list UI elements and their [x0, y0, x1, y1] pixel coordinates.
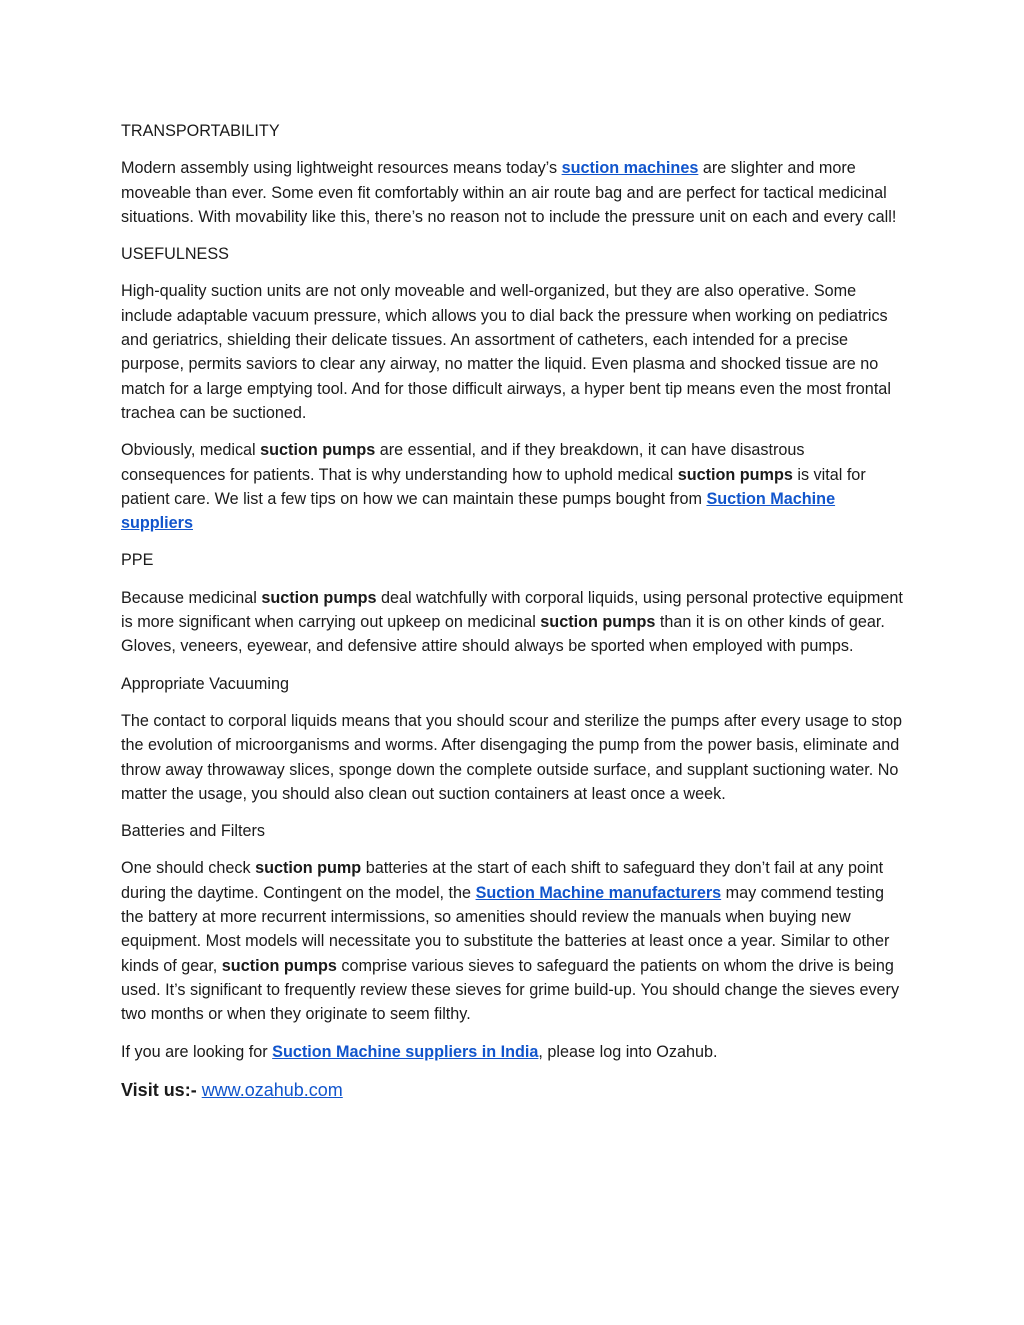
visit-us-line: [121, 1077, 907, 1103]
link-suction-machines[interactable]: suction machines: [561, 159, 699, 178]
text-span: One should check: [121, 859, 256, 878]
paragraph-ppe: [121, 586, 907, 659]
document-body: [121, 119, 907, 1116]
text-span: Modern assembly using lightweight resources means today’s: [121, 159, 562, 178]
link-suction-machine-manufacturers[interactable]: Suction Machine manufacturers: [475, 883, 722, 902]
keyword-bold: suction pumps: [261, 588, 377, 607]
visit-us-label: Visit us:-: [121, 1079, 202, 1100]
heading-usefulness: USEFULNESS: [121, 245, 229, 264]
heading-transportability: TRANSPORTABILITY: [121, 122, 280, 140]
keyword-bold: suction pump: [255, 859, 362, 878]
paragraph-batteries: [121, 856, 907, 1026]
keyword-bold: suction pumps: [260, 441, 376, 460]
text-span: , please log into Ozahub.: [538, 1042, 718, 1061]
heading-batteries-filters: Batteries and Filters: [121, 822, 265, 841]
text-span: If you are looking for: [121, 1042, 273, 1061]
heading-ppe: PPE: [121, 551, 154, 570]
text-span: than it is on other kinds of gear. Gloves, veneers, eyewear, and defensive attire should always be sported when employed with pumps.: [121, 613, 885, 656]
text-span: comprise various sieves to safeguard the patients on whom the drive is being used. It’s significant to frequently review these sieves for grime build-up. You should change the sieves every two months or when they originate to seem filthy.: [121, 956, 900, 1024]
link-suction-machine-suppliers[interactable]: Suction Machine suppliers: [121, 489, 836, 533]
text-span: are essential, and if they breakdown, it can have disastrous consequences for patients. That is why understanding how to uphold medical: [121, 441, 805, 484]
link-suction-machine-suppliers-india[interactable]: Suction Machine suppliers in India: [272, 1042, 539, 1061]
heading-appropriate-vacuuming: Appropriate Vacuuming: [121, 674, 289, 693]
keyword-bold: suction pumps: [677, 465, 793, 484]
paragraph-transportability: [121, 156, 907, 229]
paragraph-vacuuming: The contact to corporal liquids means that you should scour and sterilize the pumps after every usage to stop the evolution of microorganisms and worms. After disengaging the pump from the power basis, eliminate and throw away throwaway slices, sponge down the complete outside surface, and supplant suctioning water. No matter the usage, you should also clean out suction containers at least once a week.: [121, 711, 903, 803]
text-span: batteries at the start of each shift to safeguard they don’t fail at any point during the daytime. Contingent on the model, the: [121, 859, 884, 902]
text-span: is vital for patient care. We list a few tips on how we can maintain these pumps bought from: [121, 465, 866, 508]
paragraph-closing: [121, 1040, 907, 1064]
link-ozahub-website[interactable]: www.ozahub.com: [201, 1079, 343, 1100]
paragraph-usefulness-1: High-quality suction units are not only moveable and well-organized, but they are also operative. Some include adaptable vacuum pressure, which allows you to dial back the pressure when working on pediatrics and geriatrics, shielding their delicate tissues. An assortment of catheters, each intended for a precise purpose, permits saviors to clear any airway, no matter the liquid. Even plasma and shocked tissue are no match for a large emptying tool. And for those difficult airways, a hyper bent tip means even the most frontal trachea can be suctioned.: [121, 282, 891, 422]
text-span: Because medicinal: [121, 588, 262, 607]
keyword-bold: suction pumps: [540, 613, 656, 632]
text-span: Obviously, medical: [121, 441, 261, 460]
paragraph-usefulness-2: [121, 438, 907, 535]
text-span: may commend testing the battery at more recurrent intermissions, so amenities should review the manuals when buying new equipment. Most models will necessitate you to substitute the batteries at least once a year. Similar to other kinds of gear,: [121, 883, 890, 975]
keyword-bold: suction pumps: [221, 956, 337, 975]
text-span: are slighter and more moveable than ever. Some even fit comfortably within an air route bag and are perfect for tactical medicinal situations. With movability like this, there’s no reason not to include the pressure unit on each and every call!: [121, 159, 897, 226]
text-span: deal watchfully with corporal liquids, using personal protective equipment is more significant when carrying out upkeep on medicinal: [121, 588, 903, 632]
